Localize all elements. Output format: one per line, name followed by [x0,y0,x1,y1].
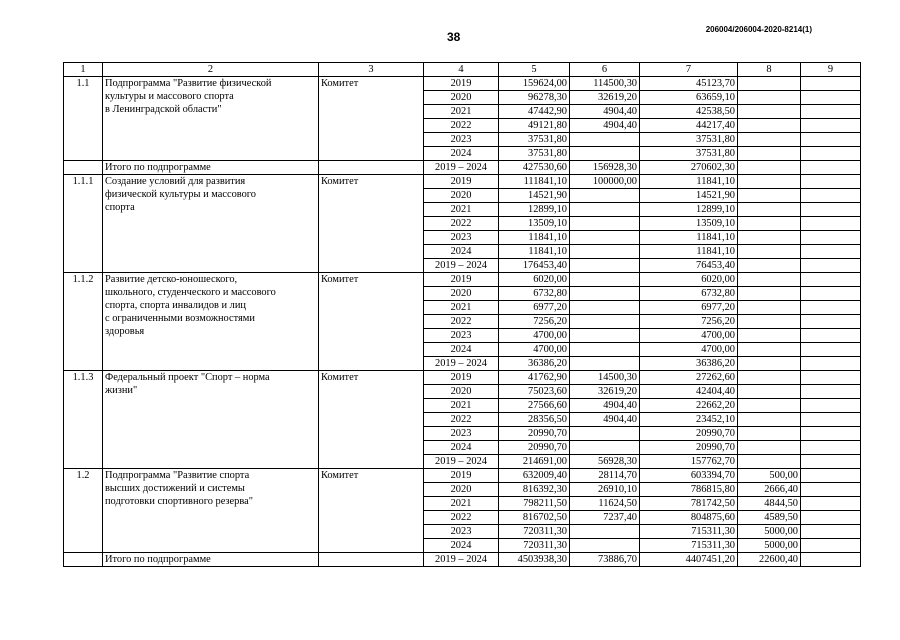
value-cell-c8 [738,287,801,301]
year-cell: 2019 [424,175,499,189]
column-number-cell: 9 [801,63,861,77]
year-cell: 2022 [424,315,499,329]
value-cell-c6 [570,231,640,245]
value-cell-c6: 4904,40 [570,413,640,427]
item-name-cell [103,469,319,553]
value-cell-c8 [738,357,801,371]
item-number-cell: 1.1.3 [64,371,103,469]
value-cell-c7: 715311,30 [640,525,738,539]
item-number-cell: 1.1.1 [64,175,103,273]
value-cell-c7: 44217,40 [640,119,738,133]
value-cell-c9 [801,189,861,203]
item-number-cell: 1.1.2 [64,273,103,371]
value-cell-c7: 36386,20 [640,357,738,371]
column-number-cell: 5 [499,63,570,77]
item-name-cell [103,273,319,371]
value-cell-c9 [801,161,861,175]
value-cell-c5: 6732,80 [499,287,570,301]
year-cell: 2021 [424,399,499,413]
column-number-cell: 4 [424,63,499,77]
value-cell-c9 [801,441,861,455]
column-number-cell: 8 [738,63,801,77]
item-name-line: в Ленинградской области" [105,104,222,115]
value-cell-c6: 4904,40 [570,399,640,413]
value-cell-c5: 798211,50 [499,497,570,511]
value-cell-c8 [738,315,801,329]
value-cell-c5: 159624,00 [499,77,570,91]
year-cell: 2020 [424,189,499,203]
value-cell-c6 [570,441,640,455]
value-cell-c9 [801,427,861,441]
value-cell-c5: 632009,40 [499,469,570,483]
document-code: 206004/206004-2020-8214(1) [705,25,812,34]
value-cell-c5: 7256,20 [499,315,570,329]
value-cell-c7: 63659,10 [640,91,738,105]
value-cell-c6: 14500,30 [570,371,640,385]
value-cell-c6 [570,147,640,161]
value-cell-c5: 11841,10 [499,245,570,259]
value-cell-c5: 13509,10 [499,217,570,231]
value-cell-c5: 41762,90 [499,371,570,385]
value-cell-c5: 4503938,30 [499,553,570,567]
value-cell-c5: 720311,30 [499,539,570,553]
column-number-cell: 3 [319,63,424,77]
value-cell-c5: 36386,20 [499,357,570,371]
value-cell-c7: 23452,10 [640,413,738,427]
value-cell-c5: 214691,00 [499,455,570,469]
value-cell-c6 [570,315,640,329]
item-name-line: здоровья [105,326,145,337]
year-cell: 2019 [424,77,499,91]
page-number: 38 [447,30,461,44]
item-name-line: школьного, студенческого и массового [105,287,276,298]
column-number-cell: 7 [640,63,738,77]
value-cell-c7: 270602,30 [640,161,738,175]
responsible-cell: Комитет [319,469,424,553]
item-name-line: Подпрограмма "Развитие спорта [105,470,250,481]
year-cell: 2019 – 2024 [424,455,499,469]
value-cell-c7: 14521,90 [640,189,738,203]
year-cell: 2024 [424,441,499,455]
year-cell: 2020 [424,385,499,399]
value-cell-c6: 7237,40 [570,511,640,525]
value-cell-c8 [738,385,801,399]
value-cell-c6: 26910,10 [570,483,640,497]
value-cell-c8 [738,455,801,469]
value-cell-c7: 13509,10 [640,217,738,231]
table-row [64,469,861,483]
year-cell: 2019 – 2024 [424,553,499,567]
value-cell-c7: 781742,50 [640,497,738,511]
value-cell-c6 [570,259,640,273]
item-name-line: жизни" [105,385,138,396]
value-cell-c8: 4589,50 [738,511,801,525]
year-cell: 2019 – 2024 [424,259,499,273]
value-cell-c5: 96278,30 [499,91,570,105]
item-name-line: спорта [105,202,135,213]
item-name-line: культуры и массового спорта [105,91,234,102]
subtotal-label: Итого по подпрограмме [103,553,319,567]
subtotal-row [64,161,861,175]
column-number-cell: 6 [570,63,640,77]
year-cell: 2019 [424,469,499,483]
value-cell-c8 [738,217,801,231]
value-cell-c7: 11841,10 [640,175,738,189]
value-cell-c5: 37531,80 [499,133,570,147]
value-cell-c5: 37531,80 [499,147,570,161]
value-cell-c6: 114500,30 [570,77,640,91]
value-cell-c8 [738,77,801,91]
year-cell: 2021 [424,105,499,119]
value-cell-c8: 22600,40 [738,553,801,567]
year-cell: 2022 [424,511,499,525]
value-cell-c8 [738,203,801,217]
value-cell-c5: 4700,00 [499,343,570,357]
value-cell-c8 [738,427,801,441]
value-cell-c5: 111841,10 [499,175,570,189]
value-cell-c6 [570,245,640,259]
item-number-cell: 1.1 [64,77,103,161]
item-name-line: подготовки спортивного резерва" [105,496,253,507]
value-cell-c8: 5000,00 [738,525,801,539]
value-cell-c9 [801,483,861,497]
value-cell-c6 [570,525,640,539]
value-cell-c8 [738,343,801,357]
value-cell-c8 [738,329,801,343]
table-row [64,175,861,189]
year-cell: 2023 [424,329,499,343]
value-cell-c8 [738,119,801,133]
value-cell-c6 [570,217,640,231]
year-cell: 2023 [424,427,499,441]
value-cell-c9 [801,105,861,119]
value-cell-c5: 816392,30 [499,483,570,497]
value-cell-c9 [801,357,861,371]
value-cell-c7: 22662,20 [640,399,738,413]
value-cell-c5: 6977,20 [499,301,570,315]
value-cell-c6: 11624,50 [570,497,640,511]
value-cell-c6: 156928,30 [570,161,640,175]
value-cell-c8 [738,259,801,273]
value-cell-c9 [801,553,861,567]
value-cell-c7: 6977,20 [640,301,738,315]
subtotal-label: Итого по подпрограмме [103,161,319,175]
value-cell-c8 [738,105,801,119]
value-cell-c7: 76453,40 [640,259,738,273]
value-cell-c9 [801,315,861,329]
item-name-line: Развитие детско-юношеского, [105,274,238,285]
value-cell-c7: 4700,00 [640,343,738,357]
value-cell-c7: 715311,30 [640,539,738,553]
column-number-row [64,63,861,77]
item-name-line: с ограниченными возможностями [105,313,255,324]
value-cell-c7: 6020,00 [640,273,738,287]
value-cell-c7: 4407451,20 [640,553,738,567]
value-cell-c7: 786815,80 [640,483,738,497]
value-cell-c9 [801,259,861,273]
subtotal-row [64,553,861,567]
value-cell-c7: 45123,70 [640,77,738,91]
value-cell-c7: 27262,60 [640,371,738,385]
column-number-cell: 1 [64,63,103,77]
value-cell-c9 [801,455,861,469]
year-cell: 2019 – 2024 [424,357,499,371]
value-cell-c5: 427530,60 [499,161,570,175]
value-cell-c9 [801,245,861,259]
value-cell-c7: 11841,10 [640,245,738,259]
value-cell-c8 [738,273,801,287]
item-name-line: высших достижений и системы [105,483,245,494]
year-cell: 2019 – 2024 [424,161,499,175]
value-cell-c9 [801,287,861,301]
item-name-line: спорта, спорта инвалидов и лиц [105,300,246,311]
value-cell-c8 [738,91,801,105]
value-cell-c7: 37531,80 [640,147,738,161]
value-cell-c7: 37531,80 [640,133,738,147]
table-row [64,77,861,91]
value-cell-c6: 73886,70 [570,553,640,567]
value-cell-c5: 27566,60 [499,399,570,413]
responsible-cell [319,161,424,175]
value-cell-c7: 157762,70 [640,455,738,469]
value-cell-c5: 20990,70 [499,427,570,441]
year-cell: 2023 [424,133,499,147]
responsible-cell: Комитет [319,175,424,273]
year-cell: 2021 [424,497,499,511]
value-cell-c8 [738,147,801,161]
value-cell-c5: 11841,10 [499,231,570,245]
year-cell: 2024 [424,245,499,259]
value-cell-c7: 804875,60 [640,511,738,525]
value-cell-c8: 2666,40 [738,483,801,497]
item-name-line: физической культуры и массового [105,189,257,200]
value-cell-c5: 47442,90 [499,105,570,119]
value-cell-c9 [801,217,861,231]
year-cell: 2020 [424,287,499,301]
value-cell-c8 [738,175,801,189]
year-cell: 2021 [424,301,499,315]
value-cell-c8 [738,441,801,455]
item-name-line: Создание условий для развития [105,176,246,187]
value-cell-c8 [738,413,801,427]
value-cell-c8 [738,133,801,147]
value-cell-c5: 28356,50 [499,413,570,427]
value-cell-c8: 4844,50 [738,497,801,511]
value-cell-c9 [801,147,861,161]
table-row [64,371,861,385]
value-cell-c7: 20990,70 [640,441,738,455]
item-name-line: Федеральный проект "Спорт – норма [105,372,270,383]
value-cell-c9 [801,385,861,399]
value-cell-c7: 4700,00 [640,329,738,343]
value-cell-c5: 6020,00 [499,273,570,287]
value-cell-c5: 12899,10 [499,203,570,217]
value-cell-c6: 32619,20 [570,385,640,399]
value-cell-c5: 816702,50 [499,511,570,525]
value-cell-c9 [801,525,861,539]
value-cell-c9 [801,175,861,189]
year-cell: 2021 [424,203,499,217]
value-cell-c9 [801,539,861,553]
item-name-cell [103,371,319,469]
value-cell-c7: 603394,70 [640,469,738,483]
value-cell-c9 [801,413,861,427]
value-cell-c9 [801,343,861,357]
value-cell-c7: 42538,50 [640,105,738,119]
value-cell-c7: 20990,70 [640,427,738,441]
value-cell-c8 [738,189,801,203]
value-cell-c6: 32619,20 [570,91,640,105]
value-cell-c8 [738,399,801,413]
table-row [64,273,861,287]
year-cell: 2022 [424,217,499,231]
value-cell-c9 [801,329,861,343]
value-cell-c6 [570,329,640,343]
value-cell-c6: 4904,40 [570,105,640,119]
value-cell-c9 [801,371,861,385]
value-cell-c5: 176453,40 [499,259,570,273]
item-name-cell [103,77,319,161]
value-cell-c8 [738,245,801,259]
year-cell: 2020 [424,483,499,497]
value-cell-c9 [801,231,861,245]
value-cell-c6 [570,343,640,357]
value-cell-c6 [570,133,640,147]
value-cell-c8: 500,00 [738,469,801,483]
value-cell-c5: 14521,90 [499,189,570,203]
value-cell-c6 [570,427,640,441]
value-cell-c9 [801,77,861,91]
value-cell-c6 [570,357,640,371]
value-cell-c8 [738,231,801,245]
value-cell-c9 [801,119,861,133]
value-cell-c6: 56928,30 [570,455,640,469]
year-cell: 2023 [424,525,499,539]
item-number-cell [64,553,103,567]
responsible-cell [319,553,424,567]
year-cell: 2019 [424,371,499,385]
value-cell-c9 [801,301,861,315]
item-name-line: Подпрограмма "Развитие физической [105,78,272,89]
year-cell: 2024 [424,343,499,357]
value-cell-c9 [801,203,861,217]
responsible-cell: Комитет [319,273,424,371]
value-cell-c9 [801,511,861,525]
value-cell-c6 [570,539,640,553]
year-cell: 2024 [424,539,499,553]
value-cell-c6: 28114,70 [570,469,640,483]
item-name-cell [103,175,319,273]
value-cell-c6 [570,273,640,287]
value-cell-c6 [570,189,640,203]
value-cell-c9 [801,273,861,287]
value-cell-c7: 6732,80 [640,287,738,301]
year-cell: 2022 [424,413,499,427]
value-cell-c6 [570,287,640,301]
value-cell-c6 [570,203,640,217]
year-cell: 2024 [424,147,499,161]
value-cell-c9 [801,469,861,483]
value-cell-c5: 49121,80 [499,119,570,133]
value-cell-c7: 7256,20 [640,315,738,329]
budget-table [63,62,861,567]
value-cell-c5: 4700,00 [499,329,570,343]
year-cell: 2019 [424,273,499,287]
year-cell: 2020 [424,91,499,105]
value-cell-c8 [738,161,801,175]
item-number-cell: 1.2 [64,469,103,553]
value-cell-c9 [801,91,861,105]
value-cell-c5: 75023,60 [499,385,570,399]
value-cell-c6 [570,301,640,315]
value-cell-c7: 12899,10 [640,203,738,217]
column-number-cell: 2 [103,63,319,77]
value-cell-c7: 42404,40 [640,385,738,399]
year-cell: 2022 [424,119,499,133]
value-cell-c8: 5000,00 [738,539,801,553]
value-cell-c7: 11841,10 [640,231,738,245]
value-cell-c9 [801,399,861,413]
value-cell-c6: 100000,00 [570,175,640,189]
year-cell: 2023 [424,231,499,245]
responsible-cell: Комитет [319,371,424,469]
value-cell-c9 [801,133,861,147]
value-cell-c9 [801,497,861,511]
value-cell-c6: 4904,40 [570,119,640,133]
value-cell-c8 [738,371,801,385]
responsible-cell: Комитет [319,77,424,161]
item-number-cell [64,161,103,175]
value-cell-c5: 20990,70 [499,441,570,455]
value-cell-c8 [738,301,801,315]
value-cell-c5: 720311,30 [499,525,570,539]
